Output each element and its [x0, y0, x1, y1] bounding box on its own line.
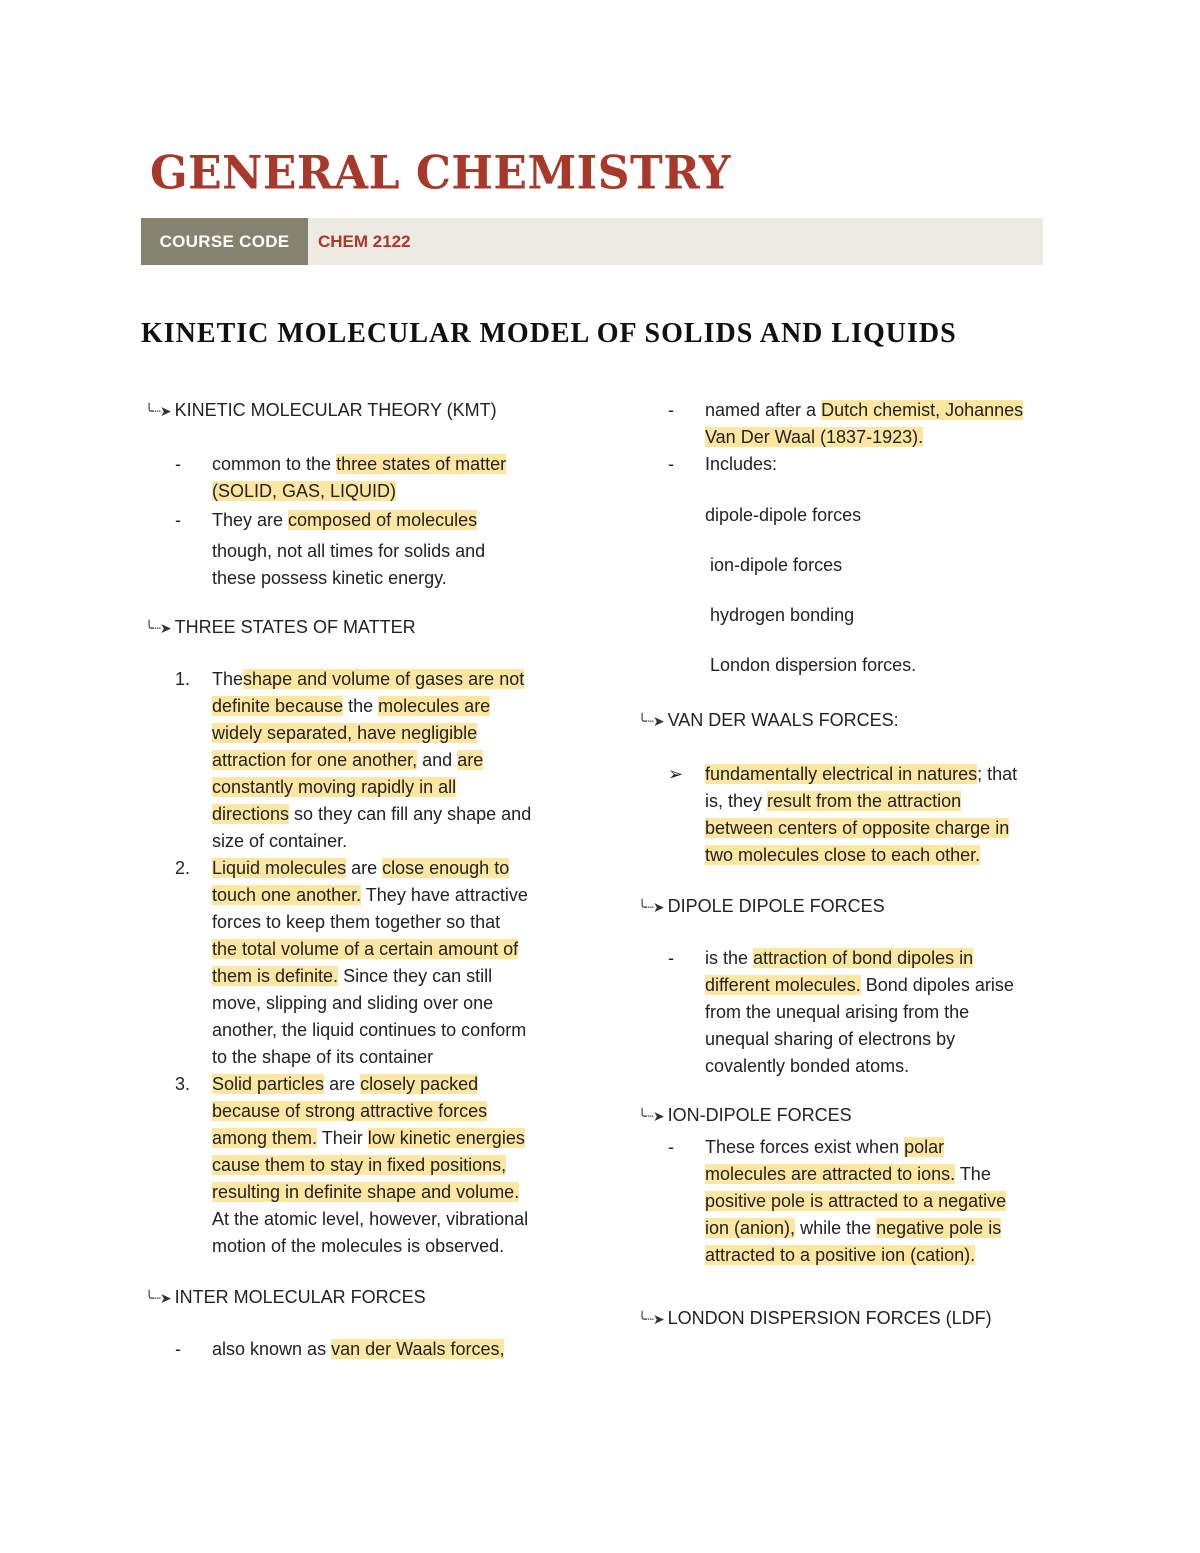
highlighted-text: attracted to a positive ion (cation). — [705, 1245, 976, 1265]
highlighted-text: attraction for one another, — [212, 750, 418, 770]
text: are — [346, 858, 383, 878]
highlighted-text: van der Waals forces, — [331, 1339, 505, 1359]
includes-hydrogen-bonding: hydrogen bonding — [710, 605, 855, 625]
highlighted-text: shape and volume of gases are not — [243, 669, 525, 689]
curved-arrow-icon: ╰┈➤ — [145, 620, 171, 636]
number-marker: 3. — [175, 1074, 191, 1094]
imf-title: INTER MOLECULAR FORCES — [174, 1287, 426, 1307]
highlighted-text: positive pole is attracted to a negative — [705, 1191, 1007, 1211]
dd-section-title — [638, 893, 1068, 921]
text: is, they — [705, 791, 768, 811]
text: Includes: — [705, 454, 778, 474]
text: Their — [317, 1128, 368, 1148]
vdw-item — [638, 761, 1068, 869]
text: At the atomic level, however, vibrational — [212, 1209, 529, 1229]
text: while the — [795, 1218, 877, 1238]
kmt-section-title — [145, 397, 575, 425]
text: These forces exist when — [705, 1137, 905, 1157]
dash-marker: - — [175, 1339, 181, 1359]
dash-marker: - — [668, 1137, 674, 1157]
highlighted-text: different molecules. — [705, 975, 861, 995]
highlight: (SOLID, GAS, LIQUID) — [212, 481, 397, 501]
course-code-label: COURSE CODE — [141, 218, 308, 265]
text: motion of the molecules is observed. — [212, 1236, 505, 1256]
highlighted-text: low kinetic energies — [367, 1128, 525, 1148]
highlight: composed of molecules — [288, 510, 478, 530]
text: from the unequal arising from the — [705, 1002, 970, 1022]
text: ; that — [977, 764, 1018, 784]
text: They are — [212, 510, 289, 530]
kmt-title: KINETIC MOLECULAR THEORY (KMT) — [174, 400, 497, 420]
text: another, the liquid continues to conform — [212, 1020, 527, 1040]
highlighted-text: molecules are attracted to ions. — [705, 1164, 956, 1184]
highlighted-text: ion (anion), — [705, 1218, 796, 1238]
text: also known as — [212, 1339, 332, 1359]
kmt-item-2 — [145, 507, 575, 592]
highlighted-text: widely separated, have negligible — [212, 723, 478, 743]
highlighted-text: directions — [212, 804, 290, 824]
highlighted-text: cause them to stay in fixed positions, — [212, 1155, 507, 1175]
right-column — [638, 397, 1068, 1333]
number-marker: 1. — [175, 669, 191, 689]
text: so they can fill any shape and — [289, 804, 532, 824]
ldf-section-title — [638, 1305, 1068, 1333]
dash-marker: - — [175, 510, 181, 530]
curved-arrow-icon: ╰┈➤ — [638, 1311, 664, 1327]
section-heading: KINETIC MOLECULAR MODEL OF SOLIDS AND LIQUIDS — [141, 318, 957, 349]
text: named after a — [705, 400, 822, 420]
curved-arrow-icon: ╰┈➤ — [638, 1108, 664, 1124]
text: Bond dipoles arise — [860, 975, 1014, 995]
highlighted-text: polar — [904, 1137, 945, 1157]
text: to the shape of its container — [212, 1047, 434, 1067]
curved-arrow-icon: ╰┈➤ — [638, 713, 664, 729]
dash-marker: - — [175, 454, 181, 474]
highlighted-text: among them. — [212, 1128, 318, 1148]
states-title: THREE STATES OF MATTER — [174, 617, 416, 637]
number-marker: 2. — [175, 858, 191, 878]
highlighted-text: negative pole is — [876, 1218, 1002, 1238]
course-code-value: CHEM 2122 — [318, 231, 411, 251]
id-item — [638, 1134, 1068, 1269]
highlighted-text: Van Der Waal (1837-1923). — [705, 427, 924, 447]
text: these possess kinetic energy. — [212, 568, 447, 588]
highlighted-text: Dutch chemist, Johannes — [821, 400, 1024, 420]
text: and — [417, 750, 458, 770]
highlighted-text: because of strong attractive forces — [212, 1101, 488, 1121]
highlighted-text: fundamentally electrical in natures — [705, 764, 978, 784]
highlighted-text: between centers of opposite charge in — [705, 818, 1010, 838]
highlighted-text: the total volume of a certain amount of — [212, 939, 519, 959]
highlighted-text: attraction of bond dipoles in — [753, 948, 974, 968]
dd-item — [638, 945, 1068, 1080]
document-title: GENERAL CHEMISTRY — [150, 146, 731, 201]
id-title: ION-DIPOLE FORCES — [667, 1105, 852, 1125]
arrowhead-bullet-icon: ➢ — [668, 764, 684, 784]
course-code-bar — [141, 218, 1043, 265]
ldf-title: LONDON DISPERSION FORCES (LDF) — [667, 1308, 992, 1328]
highlighted-text: them is definite. — [212, 966, 339, 986]
text: is the — [705, 948, 754, 968]
state-item-solid — [145, 1071, 575, 1260]
states-section-title — [145, 614, 575, 642]
dash-marker: - — [668, 400, 674, 420]
dash-marker: - — [668, 948, 674, 968]
imf-item-1 — [145, 1336, 575, 1363]
dd-title: DIPOLE DIPOLE FORCES — [667, 896, 885, 916]
text: size of container. — [212, 831, 348, 851]
id-section-title — [638, 1102, 1068, 1130]
highlighted-text: definite because — [212, 696, 344, 716]
text: covalently bonded atoms. — [705, 1056, 910, 1076]
highlighted-text: touch one another. — [212, 885, 362, 905]
text: common to the — [212, 454, 337, 474]
highlighted-text: Solid particles — [212, 1074, 325, 1094]
highlighted-text: closely packed — [360, 1074, 479, 1094]
includes-item — [638, 451, 1068, 478]
text: though, not all times for solids and — [212, 541, 486, 561]
imf-section-title — [145, 1284, 575, 1312]
highlighted-text: resulting in definite shape and volume. — [212, 1182, 520, 1202]
vdw-title: VAN DER WAALS FORCES: — [667, 710, 899, 730]
text: They have attractive — [361, 885, 528, 905]
curved-arrow-icon: ╰┈➤ — [638, 899, 664, 915]
highlighted-text: are — [457, 750, 484, 770]
text: Since they can still — [338, 966, 493, 986]
text: The — [212, 669, 244, 689]
includes-london-dispersion: London dispersion forces. — [710, 655, 917, 675]
includes-ion-dipole: ion-dipole forces — [710, 555, 843, 575]
text: move, slipping and sliding over one — [212, 993, 494, 1013]
highlighted-text: Liquid molecules — [212, 858, 347, 878]
curved-arrow-icon: ╰┈➤ — [145, 403, 171, 419]
highlighted-text: two molecules close to each other. — [705, 845, 981, 865]
dash-marker: - — [668, 454, 674, 474]
named-after-item — [638, 397, 1068, 451]
highlighted-text: constantly moving rapidly in all — [212, 777, 457, 797]
text: The — [955, 1164, 991, 1184]
highlighted-text: result from the attraction — [767, 791, 962, 811]
text: forces to keep them together so that — [212, 912, 501, 932]
highlighted-text: molecules are — [378, 696, 491, 716]
kmt-item-1 — [145, 451, 575, 505]
highlight: three states of matter — [336, 454, 507, 474]
vdw-section-title — [638, 707, 1068, 735]
left-column — [145, 397, 575, 1363]
text: the — [343, 696, 379, 716]
curved-arrow-icon: ╰┈➤ — [145, 1290, 171, 1306]
state-item-gas — [145, 666, 575, 855]
includes-dipole-dipole: dipole-dipole forces — [705, 505, 862, 525]
text: are — [324, 1074, 361, 1094]
highlighted-text: close enough to — [382, 858, 510, 878]
text: unequal sharing of electrons by — [705, 1029, 956, 1049]
state-item-liquid — [145, 855, 575, 1071]
